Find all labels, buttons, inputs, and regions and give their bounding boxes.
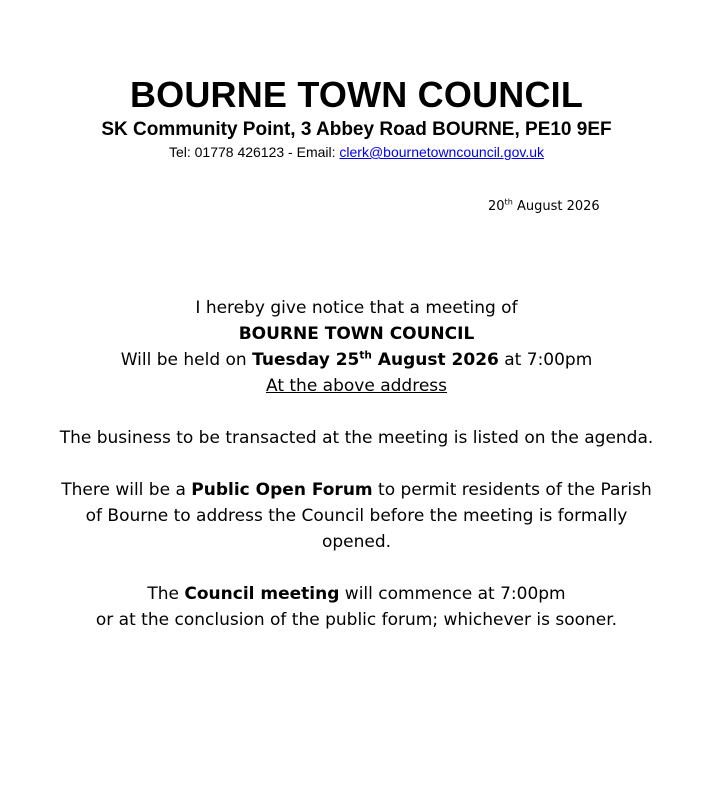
notice-meeting-time: at 7:00pm: [498, 350, 593, 370]
contact-phone-text: Tel: 01778 426123 - Email:: [168, 144, 340, 160]
meeting-title: Council meeting: [184, 584, 340, 604]
business-statement: The business to be transacted at the meeting is listed on the agenda.: [59, 428, 654, 448]
forum-line-3: opened.: [321, 532, 392, 552]
date-day-suffix: th: [504, 197, 513, 207]
notice-meeting-day: Tuesday 25: [252, 350, 360, 370]
notice-venue-text: At the above address: [265, 376, 448, 396]
council-name-heading: BOURNE TOWN COUNCIL: [129, 74, 584, 115]
contact-line: [0, 143, 713, 161]
forum-line-1-rest: to permit residents of the Parish: [372, 480, 652, 500]
meeting-line-2: or at the conclusion of the public forum; whichever is sooner.: [95, 610, 618, 630]
notice-council-name: BOURNE TOWN COUNCIL: [238, 324, 475, 344]
meeting-prefix: The: [147, 584, 185, 604]
meeting-line-1-rest: will commence at 7:00pm: [339, 584, 566, 604]
date-month-year: August 2026: [512, 199, 600, 214]
notice-day-suffix: th: [359, 349, 372, 362]
meeting-line-1: [0, 581, 713, 607]
notice-intro-line: I hereby give notice that a meeting of: [195, 298, 518, 318]
notice-date: [488, 198, 600, 216]
notice-held-on-text: Will be held on: [120, 350, 253, 370]
date-day: 20: [488, 199, 505, 214]
forum-prefix: There will be a: [61, 480, 192, 500]
council-address: SK Community Point, 3 Abbey Road BOURNE, PE10 9EF: [101, 119, 612, 140]
notice-meeting-month: August 2026: [371, 350, 499, 370]
public-forum-paragraph: [0, 477, 713, 555]
meeting-notice: [0, 295, 713, 399]
meeting-start-paragraph: [0, 581, 713, 633]
notice-date-line: [0, 347, 713, 373]
forum-line-1: [0, 477, 713, 503]
forum-title: Public Open Forum: [191, 480, 373, 500]
forum-line-2: of Bourne to address the Council before the meeting is formally: [85, 506, 628, 526]
email-link[interactable]: clerk@bournetowncouncil.gov.uk: [339, 144, 545, 160]
notice-venue-line: [0, 373, 713, 399]
